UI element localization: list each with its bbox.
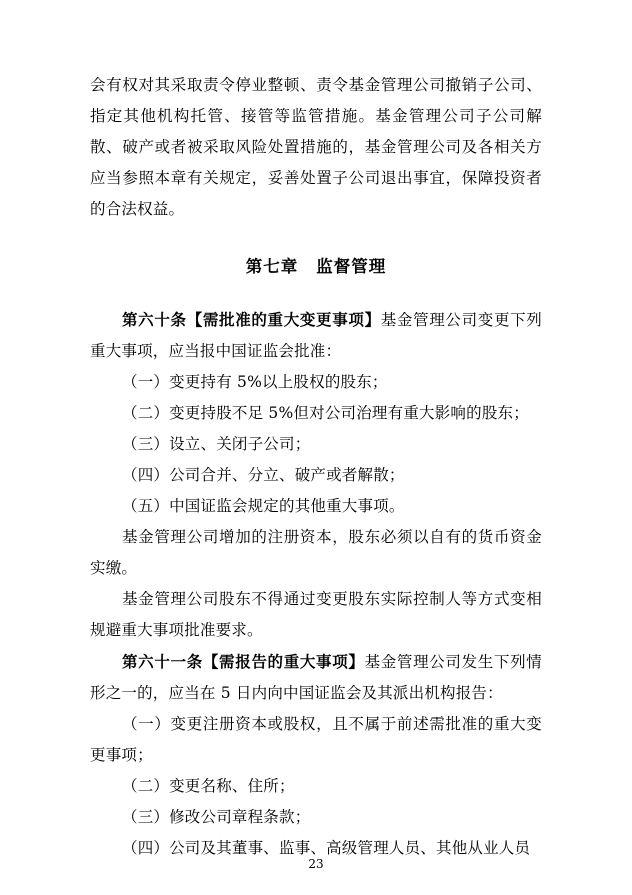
page-number: 23 bbox=[308, 857, 324, 871]
article-61-item-4: （四）公司及其董事、监事、高级管理人员、其他从业人员 bbox=[122, 839, 531, 857]
article-61-item-2: （二）变更名称、住所； bbox=[122, 777, 295, 795]
article-60-tag: 【需批准的重大变更事项】 bbox=[186, 310, 381, 329]
article-60 bbox=[90, 304, 542, 367]
chapter-title-text: 监督管理 bbox=[316, 257, 387, 276]
article-60-trailing-2: 基金管理公司股东不得通过变更股东实际控制人等方式变相规避重大事项批准要求。 bbox=[90, 590, 542, 639]
article-60-item-1: （一）变更持有 5%以上股权的股东； bbox=[122, 373, 388, 391]
article-60-item-4: （四）公司合并、分立、破产或者解散； bbox=[122, 466, 405, 484]
article-61-text: 基金管理公司发生下列情形之一的，应当在 5 日内向中国证监会及其派出机构报告： bbox=[90, 653, 542, 702]
article-61-number: 第六十一条 bbox=[122, 652, 203, 671]
article-61-item-1: （一）变更注册资本或股权，且不属于前述需批准的重大变更事项； bbox=[90, 715, 542, 764]
top-paragraph: 会有权对其采取责令停业整顿、责令基金管理公司撤销子公司、指定其他机构托管、接管等监管措施。基金管理公司子公司解散、破产或者被采取风险处置措施的，基金管理公司及各相关方应当参照本章有关规定，妥善处置子公司退出事宜，保障投资者的合法权益。 bbox=[90, 76, 542, 218]
article-60-item-3: （三）设立、关闭子公司； bbox=[122, 435, 311, 453]
article-61-item-3: （三）修改公司章程条款； bbox=[122, 808, 311, 826]
chapter-heading bbox=[90, 251, 542, 282]
article-60-item-5: （五）中国证监会规定的其他重大事项。 bbox=[122, 497, 405, 515]
article-61-tag: 【需报告的重大事项】 bbox=[202, 652, 365, 671]
article-60-text: 基金管理公司变更下列重大事项，应当报中国证监会批准： bbox=[90, 311, 542, 360]
article-61 bbox=[90, 646, 542, 709]
article-60-item-2: （二）变更持股不足 5%但对公司治理有重大影响的股东； bbox=[122, 404, 529, 422]
page-content bbox=[90, 70, 542, 864]
article-60-number: 第六十条 bbox=[122, 310, 187, 329]
article-60-trailing-1: 基金管理公司增加的注册资本，股东必须以自有的货币资金实缴。 bbox=[90, 528, 542, 577]
chapter-number: 第七章 bbox=[245, 257, 299, 276]
